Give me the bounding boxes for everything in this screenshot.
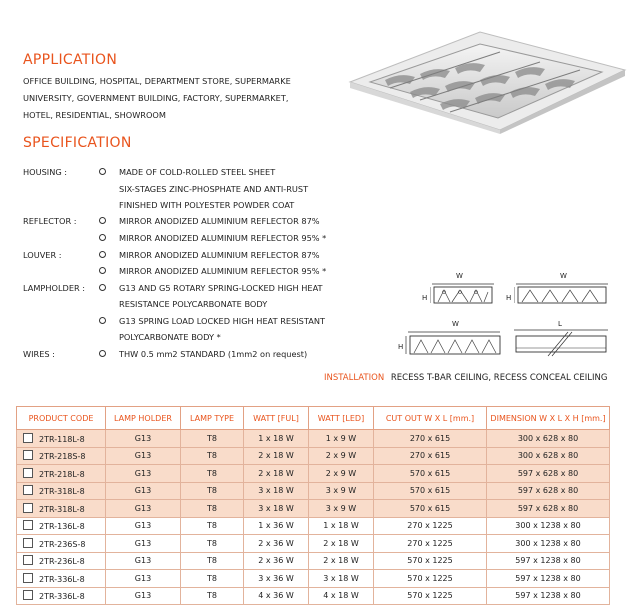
table-cell: 2 x 36 W (244, 535, 309, 553)
table-cell: 570 x 1225 (374, 587, 487, 605)
installation (324, 373, 607, 383)
table-cell: 570 x 1225 (374, 552, 487, 570)
table-cell: 2 x 18 W (244, 447, 309, 465)
table-cell: T8 (181, 465, 244, 483)
table-row (17, 570, 610, 588)
table-cell: 3 x 9 W (309, 482, 374, 500)
product-table (16, 406, 610, 605)
installation-label: INSTALLATION (324, 373, 385, 383)
table-cell: 597 x 1238 x 80 (487, 587, 610, 605)
table-cell: 597 x 1238 x 80 (487, 552, 610, 570)
product-code-cell (17, 570, 106, 588)
checkbox[interactable] (23, 590, 33, 600)
table-cell: T8 (181, 500, 244, 518)
product-code: 2TR-118L-8 (39, 434, 85, 444)
application-line: UNIVERSITY, GOVERNMENT BUILDING, FACTORY, SUPERMARKET, (23, 93, 289, 103)
col-header: CUT OUT W X L [mm.] (374, 407, 487, 430)
table-row (17, 552, 610, 570)
table-cell: 270 x 1225 (374, 517, 487, 535)
table-cell: G13 (106, 517, 181, 535)
checkbox[interactable] (23, 450, 33, 460)
table-cell: 597 x 628 x 80 (487, 482, 610, 500)
bullet-icon (99, 251, 106, 258)
table-row (17, 430, 610, 448)
col-header: LAMP HOLDER (106, 407, 181, 430)
lampholder-cont: RESISTANCE POLYCARBONATE BODY (119, 299, 268, 309)
table-cell: 4 x 36 W (244, 587, 309, 605)
application-line: OFFICE BUILDING, HOSPITAL, DEPARTMENT STORE, SUPERMARKE (23, 76, 291, 86)
table-cell: G13 (106, 535, 181, 553)
bullet-icon (99, 217, 106, 224)
table-cell: 300 x 628 x 80 (487, 447, 610, 465)
table-cell: T8 (181, 447, 244, 465)
checkbox[interactable] (23, 538, 33, 548)
product-code-cell (17, 587, 106, 605)
dim-h-label: H (398, 343, 404, 351)
section-diagram-large (404, 330, 504, 358)
table-cell: G13 (106, 552, 181, 570)
table-cell: 300 x 1238 x 80 (487, 517, 610, 535)
table-cell: 1 x 18 W (244, 430, 309, 448)
product-code-cell (17, 517, 106, 535)
table-cell: G13 (106, 465, 181, 483)
table-cell: 570 x 615 (374, 500, 487, 518)
table-cell: T8 (181, 535, 244, 553)
reflector-label: REFLECTOR : (23, 216, 77, 226)
table-cell: 300 x 628 x 80 (487, 430, 610, 448)
checkbox[interactable] (23, 555, 33, 565)
dim-h-label: H (506, 294, 512, 302)
table-cell: G13 (106, 587, 181, 605)
table-cell: 570 x 615 (374, 482, 487, 500)
checkbox[interactable] (23, 433, 33, 443)
table-cell: T8 (181, 430, 244, 448)
table-cell: 2 x 9 W (309, 447, 374, 465)
section-diagram-small (430, 282, 496, 306)
table-cell: G13 (106, 430, 181, 448)
table-cell: G13 (106, 447, 181, 465)
specification-heading: SPECIFICATION (23, 135, 132, 151)
checkbox[interactable] (23, 503, 33, 513)
col-header: LAMP TYPE (181, 407, 244, 430)
wires-label: WIRES : (23, 349, 55, 359)
table-row (17, 535, 610, 553)
dim-h-label: H (422, 294, 428, 302)
application-heading: APPLICATION (23, 52, 118, 68)
product-code: 2TR-236L-8 (39, 557, 85, 567)
bullet-icon (99, 267, 106, 274)
table-cell: 2 x 18 W (244, 465, 309, 483)
product-code: 2TR-136L-8 (39, 522, 85, 532)
product-image (340, 22, 627, 134)
table-cell: 1 x 18 W (309, 517, 374, 535)
housing-cont: SIX-STAGES ZINC-PHOSPHATE AND ANTI-RUST (119, 184, 309, 194)
col-header: WATT [LED] (309, 407, 374, 430)
col-header: PRODUCT CODE (17, 407, 106, 430)
checkbox[interactable] (23, 485, 33, 495)
table-cell: G13 (106, 482, 181, 500)
lampholder-cont: POLYCARBONATE BODY * (119, 332, 221, 342)
bullet-icon (99, 350, 106, 357)
length-diagram (512, 328, 610, 360)
table-row (17, 517, 610, 535)
product-code: 2TR-318L-8 (39, 487, 85, 497)
table-cell: 570 x 615 (374, 465, 487, 483)
dim-w-label: W (456, 272, 463, 280)
table-cell: 2 x 36 W (244, 552, 309, 570)
checkbox[interactable] (23, 573, 33, 583)
col-header: DIMENSION W X L X H [mm.] (487, 407, 610, 430)
table-cell: 2 x 9 W (309, 465, 374, 483)
housing-label: HOUSING : (23, 167, 68, 177)
table-cell: 3 x 36 W (244, 570, 309, 588)
table-cell: 3 x 9 W (309, 500, 374, 518)
table-row (17, 447, 610, 465)
application-text (23, 73, 291, 124)
bullet-icon (99, 284, 106, 291)
table-cell: 3 x 18 W (309, 570, 374, 588)
table-cell: 597 x 628 x 80 (487, 465, 610, 483)
table-cell: T8 (181, 587, 244, 605)
table-cell: T8 (181, 517, 244, 535)
table-cell: 1 x 9 W (309, 430, 374, 448)
table-cell: 570 x 1225 (374, 570, 487, 588)
installation-value: RECESS T-BAR CEILING, RECESS CONCEAL CEILING (390, 373, 608, 383)
application-line: HOTEL, RESIDENTIAL, SHOWROOM (23, 110, 166, 120)
table-row (17, 500, 610, 518)
housing-cont: FINISHED WITH POLYESTER POWDER COAT (119, 200, 295, 210)
table-cell: 300 x 1238 x 80 (487, 535, 610, 553)
table-cell: 1 x 36 W (244, 517, 309, 535)
table-row (17, 587, 610, 605)
bullet-icon (99, 234, 106, 241)
table-cell: 597 x 628 x 80 (487, 500, 610, 518)
product-code: 2TR-218L-8 (39, 469, 85, 479)
col-header: WATT [FUL] (244, 407, 309, 430)
dim-w-label: W (560, 272, 567, 280)
table-row (17, 482, 610, 500)
table-header-row (17, 407, 610, 430)
table-row (17, 465, 610, 483)
table-cell: T8 (181, 570, 244, 588)
table-cell: T8 (181, 482, 244, 500)
product-code-cell (17, 500, 106, 518)
product-code: 2TR-218S-8 (39, 452, 86, 462)
product-code-cell (17, 430, 106, 448)
table-cell: 270 x 615 (374, 430, 487, 448)
table-cell: 4 x 18 W (309, 587, 374, 605)
bullet-icon (99, 317, 106, 324)
product-code-cell (17, 535, 106, 553)
checkbox[interactable] (23, 520, 33, 530)
table-cell: G13 (106, 570, 181, 588)
table-cell: 2 x 18 W (309, 535, 374, 553)
checkbox[interactable] (23, 468, 33, 478)
product-code-cell (17, 447, 106, 465)
table-cell: T8 (181, 552, 244, 570)
product-code: 2TR-236S-8 (39, 539, 86, 549)
section-diagram-wide (514, 282, 610, 306)
table-cell: 270 x 615 (374, 447, 487, 465)
product-code-cell (17, 552, 106, 570)
lampholder-label: LAMPHOLDER : (23, 283, 86, 293)
table-cell: 270 x 1225 (374, 535, 487, 553)
table-cell: G13 (106, 500, 181, 518)
table-cell: 597 x 1238 x 80 (487, 570, 610, 588)
dim-l-label: L (558, 320, 562, 328)
bullet-icon (99, 168, 106, 175)
louver-label: LOUVER : (23, 250, 62, 260)
product-code: 2TR-336L-8 (39, 574, 85, 584)
table-cell: 3 x 18 W (244, 482, 309, 500)
product-code-cell (17, 482, 106, 500)
table-cell: 2 x 18 W (309, 552, 374, 570)
product-code-cell (17, 465, 106, 483)
dim-w-label: W (452, 320, 459, 328)
table-cell: 3 x 18 W (244, 500, 309, 518)
product-code: 2TR-318L-8 (39, 504, 85, 514)
product-code: 2TR-336L-8 (39, 592, 85, 602)
